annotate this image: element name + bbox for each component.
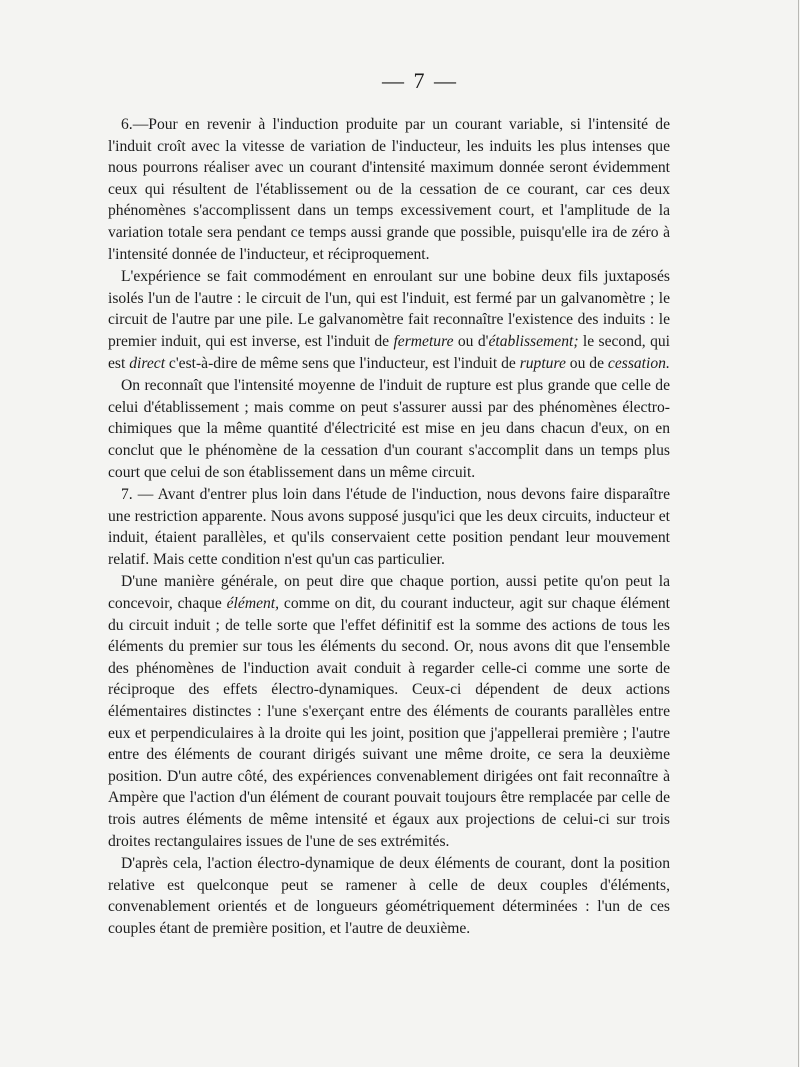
paragraph bbox=[108, 571, 670, 852]
paragraph bbox=[108, 853, 670, 939]
page-body-text bbox=[108, 114, 670, 940]
text-run: le second, qui est bbox=[108, 332, 670, 372]
italic-term: élément, bbox=[226, 595, 280, 613]
text-run: ou de bbox=[565, 354, 608, 372]
italic-term: rupture bbox=[519, 354, 566, 372]
italic-term: établissement; bbox=[488, 332, 579, 350]
text-run: D'une manière générale, on peut dire que chaque portion, aussi petite qu'on peut la concevoir, chaque bbox=[108, 573, 670, 613]
text-run: c'est-à-dire de même sens que l'inducteur, est l'induit de bbox=[165, 354, 520, 372]
paragraph bbox=[108, 114, 670, 265]
text-run: On reconnaît que l'intensité moyenne de l'induit de rupture est plus grande que celle de celui d'établissement ; mais comme on peut s'assurer aussi par des phénomènes électro-chimiques que la même quantité d'électricité est mise en jeu dans chacun d'eux, on en conclut que le phénomène de la cessation d'un courant s'accomplit dans un temps plus court que celui de son établissement dans un même circuit. bbox=[108, 377, 670, 481]
text-run: 7. — Avant d'entrer plus loin dans l'étude de l'induction, nous devons faire disparaître une restriction apparente. Nous avons supposé jusqu'ici que les deux circuits, inducteur et induit, étaient parallèles, et qu'ils conservaient cette position pendant leur mouvement relatif. Mais cette condition n'est qu'un cas particulier. bbox=[108, 486, 670, 568]
page-number: — 7 — bbox=[382, 68, 458, 93]
paragraph bbox=[108, 266, 670, 374]
scan-artifact-line bbox=[798, 0, 799, 1067]
text-run: ou d' bbox=[453, 332, 489, 350]
text-run: L'expérience se fait commodément en enroulant sur une bobine deux fils juxtaposés isolés l'un de l'autre : le circuit de l'un, qui est l'induit, est fermé par un galvanomètre ; le circuit de l'autre par une pile. Le galvanomètre fait reconnaître l'existence des induits : le premier induit, qui est inverse, est l'induit de bbox=[108, 268, 670, 350]
paragraph bbox=[108, 375, 670, 483]
text-run: comme on dit, du courant inducteur, agit sur chaque élément du circuit induit ; de telle sorte que l'effet définitif est la somme des actions de tous les éléments du premier sur tous les éléments du second. Or, nous avons dit que l'ensemble des phénomènes de l'induction avait conduit à regarder celle-ci comme une sorte de réciproque des effets électro-dynamiques. Ceux-ci dépendent de deux actions élémentaires distinctes : l'une s'exerçant entre des éléments de courants parallèles entre eux et perpendiculaires à la droite qui les joint, position que j'appellerai première ; l'autre entre des éléments de courant dirigés suivant une même droite, ce sera la deuxième position. D'un autre côté, des expériences convenablement dirigées ont fait reconnaître à Ampère que l'action d'un élément de courant pouvait toujours être remplacée par celle de trois autres éléments de même intensité et égaux aux projections de celui-ci sur trois droites rectangulaires issues de l'une de ses extrémités. bbox=[108, 595, 670, 850]
italic-term: direct bbox=[129, 354, 166, 372]
italic-term: cessation. bbox=[607, 354, 670, 372]
paragraph bbox=[108, 484, 670, 570]
text-run: 6.—Pour en revenir à l'induction produite par un courant variable, si l'intensité de l'induit croît avec la vitesse de variation de l'inducteur, les induits les plus intenses que nous pourrons réaliser avec un courant d'intensité maximum donnée seront évidemment ceux qui résultent de l'établissement ou de la cessation de ce courant, car ces deux phénomènes s'accomplissent dans un temps excessivement court, et l'amplitude de la variation totale sera pendant ce temps aussi grande que possible, puisqu'elle ira de zéro à l'intensité donnée de l'inducteur, et réciproquement. bbox=[108, 116, 670, 263]
text-run: D'après cela, l'action électro-dynamique de deux éléments de courant, dont la position relative est quelconque peut se ramener à celle de deux couples d'éléments, convenablement orientés et de longueurs géométriquement déterminées : l'un de ces couples étant de première position, et l'autre de deuxième. bbox=[108, 855, 670, 937]
italic-term: fermeture bbox=[393, 332, 454, 350]
